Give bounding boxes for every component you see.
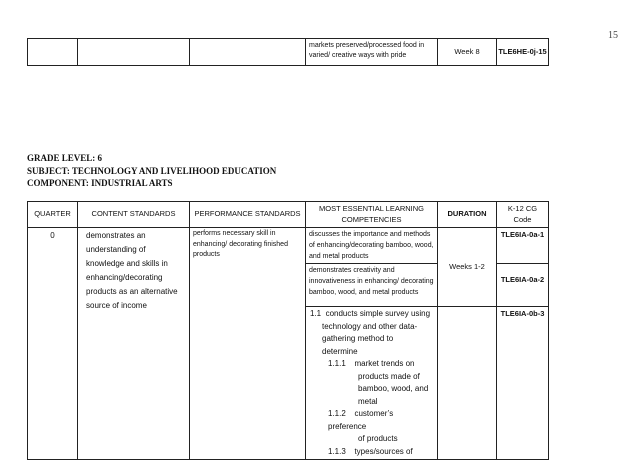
table-row [28, 228, 549, 264]
table-row [28, 39, 549, 66]
header-cg-code: K-12 CG Code [497, 202, 549, 228]
sub-competency-line: 1.1.3 types/sources of [328, 446, 413, 456]
sub-competency-line: 1.1.1 market trends on [328, 359, 415, 368]
content-standard-cell [78, 39, 190, 66]
duration-cell: Weeks 1-2 [438, 228, 497, 307]
performance-standard-cell: performs necessary skill in enhancing/ decorating finished products [190, 228, 306, 460]
continuation-table [27, 38, 549, 66]
competency-line: determine [322, 346, 358, 356]
competency-line: technology and other data- [322, 321, 418, 331]
document-heading [27, 152, 276, 190]
content-standard-cell: demonstrates an understanding of knowledge and skills in enhancing/decorating products as an alternative source of income [78, 228, 190, 460]
melc-cell: demonstrates creativity and innovativeness in enhancing/ decorating bamboo, wood, and metal products [306, 264, 438, 307]
performance-standard-cell [190, 39, 306, 66]
header-quarter: QUARTER [28, 202, 78, 228]
header-performance-standards: PERFORMANCE STANDARDS [190, 202, 306, 228]
header-melc: MOST ESSENTIAL LEARNING COMPETENCIES [306, 202, 438, 228]
cg-code-cell: TLE6IA-0a-1 [497, 228, 549, 264]
cg-code-cell: TLE6IA-0b-3 [497, 307, 549, 460]
cg-code-cell: TLE6HE-0j-15 [497, 39, 549, 66]
subject: SUBJECT: TECHNOLOGY AND LIVELIHOOD EDUCATION [27, 165, 277, 176]
header-content-standards: CONTENT STANDARDS [78, 202, 190, 228]
duration-cell [438, 307, 497, 460]
competency-line: 1.1 conducts simple survey using [310, 309, 431, 318]
header-row [28, 202, 549, 228]
sub-competency-line: 1.1.2 customer’s preference [328, 409, 394, 431]
melc-cell: discusses the importance and methods of enhancing/decorating bamboo, wood, and metal products [306, 228, 438, 264]
cg-code-cell: TLE6IA-0a-2 [497, 264, 549, 307]
sub-competency-line: products made of [358, 371, 420, 381]
competency-line: gathering method to [322, 334, 394, 343]
sub-competency-line: bamboo, wood, and [358, 384, 429, 393]
sub-competency-line: of products [358, 434, 398, 443]
component: COMPONENT: INDUSTRIAL ARTS [27, 178, 173, 188]
sub-competency-line: metal [358, 396, 378, 406]
header-duration: DURATION [438, 202, 497, 228]
grade-level: GRADE LEVEL: 6 [27, 153, 103, 163]
competency-cell: markets preserved/processed food in varied/ creative ways with pride [306, 39, 438, 66]
quarter-cell [28, 39, 78, 66]
curriculum-table [27, 201, 549, 460]
duration-cell: Week 8 [438, 39, 497, 66]
quarter-cell: 0 [28, 228, 78, 460]
melc-cell [306, 307, 438, 460]
page-number: 15 [608, 30, 618, 41]
